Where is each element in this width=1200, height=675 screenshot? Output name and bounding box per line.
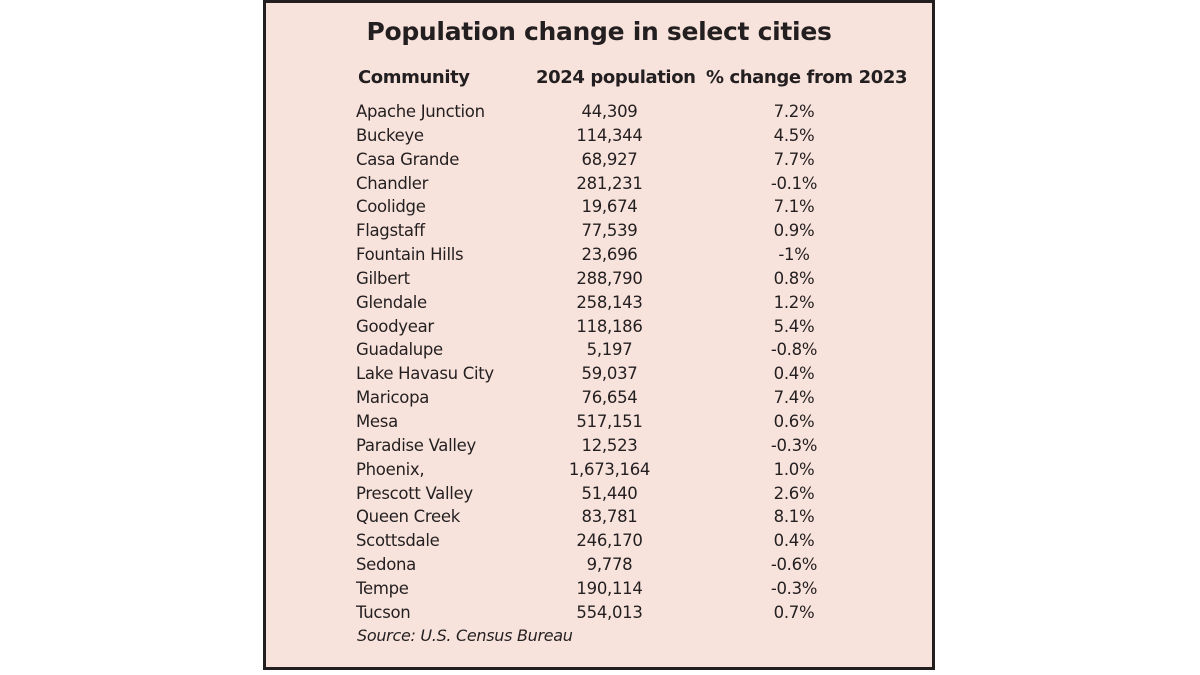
cell-population: 190,114 xyxy=(576,578,643,598)
cell-percent-change: 7.7% xyxy=(773,149,815,169)
cell-population: 517,151 xyxy=(576,411,643,431)
cell-percent-change: -0.8% xyxy=(770,340,818,360)
cell-percent-change: 4.5% xyxy=(773,125,815,145)
cell-population: 288,790 xyxy=(576,268,643,288)
cell-population: 23,696 xyxy=(581,245,638,265)
cell-population: 5,197 xyxy=(586,340,633,360)
cell-percent-change: 7.2% xyxy=(773,102,815,121)
table-row xyxy=(266,505,932,529)
cell-community: Paradise Valley xyxy=(356,435,476,455)
cell-population: 77,539 xyxy=(581,221,638,241)
table-row xyxy=(266,148,932,172)
table-row xyxy=(266,243,932,267)
cell-percent-change: -0.1% xyxy=(770,173,818,193)
cell-community: Gilbert xyxy=(356,268,410,288)
cell-population: 59,037 xyxy=(581,364,638,384)
cell-community: Scottsdale xyxy=(356,531,440,551)
cell-population: 118,186 xyxy=(576,316,643,336)
cell-population: 258,143 xyxy=(576,292,643,312)
cell-community: Glendale xyxy=(356,292,427,312)
table-row xyxy=(266,124,932,148)
cell-percent-change: 2.6% xyxy=(773,483,815,503)
table-row xyxy=(266,267,932,291)
cell-percent-change: -0.3% xyxy=(770,578,818,598)
cell-percent-change: 0.9% xyxy=(773,221,815,241)
table-row xyxy=(266,338,932,362)
cell-community: Sedona xyxy=(356,555,416,575)
cell-community: Mesa xyxy=(356,411,398,431)
table-body xyxy=(266,100,932,652)
header-population: 2024 population xyxy=(536,67,696,88)
cell-community: Phoenix, xyxy=(356,459,425,479)
cell-population: 281,231 xyxy=(576,173,643,193)
table-row xyxy=(266,577,932,601)
table-panel xyxy=(263,0,935,670)
table-row xyxy=(266,601,932,625)
cell-community: Coolidge xyxy=(356,197,426,217)
cell-population: 246,170 xyxy=(576,531,643,551)
cell-percent-change: -1% xyxy=(778,245,810,265)
cell-percent-change: 0.4% xyxy=(773,364,815,384)
cell-community: Flagstaff xyxy=(356,221,425,241)
table-row xyxy=(266,100,932,124)
cell-percent-change: 0.8% xyxy=(773,268,815,288)
cell-community: Lake Havasu City xyxy=(356,364,494,384)
cell-percent-change: 0.4% xyxy=(773,531,815,551)
cell-population: 76,654 xyxy=(581,388,638,408)
table-row xyxy=(266,195,932,219)
cell-community: Guadalupe xyxy=(356,340,443,360)
cell-population: 19,674 xyxy=(581,197,638,217)
header-percent-change: % change from 2023 xyxy=(706,67,908,88)
cell-community: Queen Creek xyxy=(356,507,460,527)
source-note: Source: U.S. Census Bureau xyxy=(357,626,573,645)
cell-percent-change: 0.7% xyxy=(773,602,815,622)
cell-population: 9,778 xyxy=(586,555,633,575)
table-row xyxy=(266,482,932,506)
cell-community: Maricopa xyxy=(356,388,430,408)
cell-population: 44,309 xyxy=(581,102,638,121)
table-row xyxy=(266,315,932,339)
cell-population: 1,673,164 xyxy=(568,459,651,479)
cell-percent-change: 1.2% xyxy=(773,292,815,312)
cell-community: Apache Junction xyxy=(356,102,485,121)
cell-percent-change: -0.3% xyxy=(770,435,818,455)
table-row xyxy=(266,386,932,410)
header-community: Community xyxy=(358,67,470,88)
cell-population: 554,013 xyxy=(576,602,643,622)
cell-community: Buckeye xyxy=(356,125,424,145)
cell-percent-change: 7.4% xyxy=(773,388,815,408)
cell-community: Fountain Hills xyxy=(356,245,464,265)
cell-community: Chandler xyxy=(356,173,429,193)
cell-percent-change: -0.6% xyxy=(770,555,818,575)
cell-population: 51,440 xyxy=(581,483,638,503)
table-row xyxy=(266,410,932,434)
cell-community: Goodyear xyxy=(356,316,434,336)
table-row xyxy=(266,362,932,386)
cell-community: Casa Grande xyxy=(356,149,460,169)
cell-percent-change: 1.0% xyxy=(773,459,815,479)
cell-community: Prescott Valley xyxy=(356,483,473,503)
cell-percent-change: 8.1% xyxy=(773,507,815,527)
cell-percent-change: 7.1% xyxy=(773,197,815,217)
table-row xyxy=(266,553,932,577)
table-title: Population change in select cities xyxy=(366,17,832,46)
cell-population: 68,927 xyxy=(581,149,638,169)
cell-community: Tempe xyxy=(356,578,409,598)
table-row xyxy=(266,434,932,458)
cell-population: 12,523 xyxy=(581,435,638,455)
cell-percent-change: 0.6% xyxy=(773,411,815,431)
table-row xyxy=(266,458,932,482)
cell-percent-change: 5.4% xyxy=(773,316,815,336)
table-row xyxy=(266,529,932,553)
cell-community: Tucson xyxy=(356,602,411,622)
cell-population: 114,344 xyxy=(576,125,643,145)
table-row xyxy=(266,219,932,243)
table-row xyxy=(266,172,932,196)
cell-population: 83,781 xyxy=(581,507,638,527)
table-row xyxy=(266,291,932,315)
